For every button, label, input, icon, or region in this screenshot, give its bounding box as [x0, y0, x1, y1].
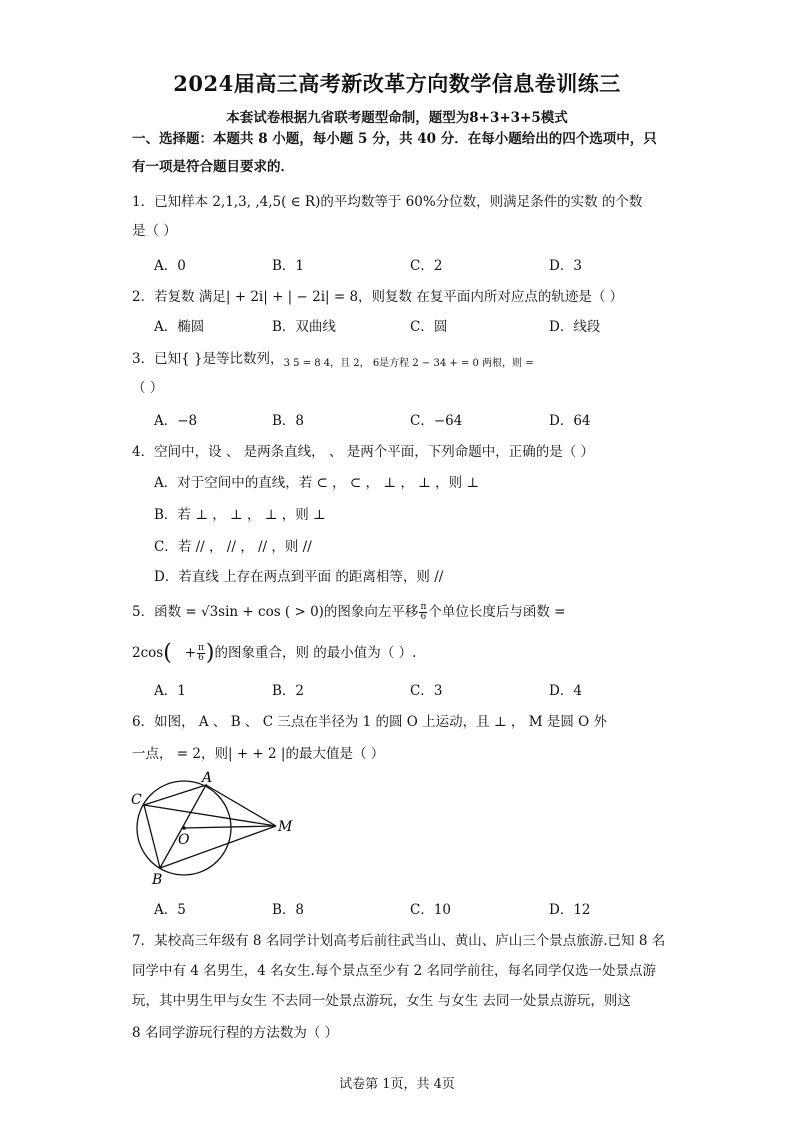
q6-option-d: D．12 — [549, 902, 591, 918]
page-subtitle: 本套试卷根据九省联考题型命制，题型为8+3+3+5模式 — [226, 110, 568, 126]
label-o: O — [178, 832, 190, 848]
label-m: M — [278, 819, 293, 835]
q3-option-d: D．64 — [549, 413, 591, 429]
q3-stem-line1 — [132, 350, 534, 373]
q5-option-c: C．3 — [410, 683, 443, 699]
segment-cm — [144, 805, 276, 826]
page-footer: 试卷第 1页，共 4页 — [339, 1077, 455, 1092]
q2-option-b: B．双曲线 — [272, 319, 336, 335]
q2-stem-line1: 2．若复数 满足| + 2i| + | − 2i| = 8，则复数 在复平面内所对应点的轨迹是（ ） — [132, 289, 624, 305]
q2-option-c: C．圆 — [410, 319, 448, 335]
q5-stem-line2-c: 的图象重合，则 的最小值为（ ）. — [214, 645, 417, 661]
q5-option-b: B．2 — [272, 683, 305, 699]
q5-stem-line1 — [132, 603, 565, 622]
q1-option-c: C．2 — [410, 258, 443, 274]
q6-figure — [128, 770, 303, 890]
q5-stem-line1-a: 5．函数 = √3sin + cos ( > 0)的图象向左平移 — [132, 604, 419, 620]
q6-option-a: A．5 — [154, 902, 186, 918]
q5-stem-line2: 2cos( + $\frac{\pi}{6}$ )的图象重合，则 的最小值为（ ）. — [132, 640, 417, 666]
segment-om — [184, 826, 276, 828]
q5-stem-line1-b: 个单位长度后与函数 = — [428, 604, 566, 620]
q7-stem-line2: 同学中有 4 名男生，4 名女生.每个景点至少有 2 名同学前往，每名同学仅选一处景点游 — [132, 963, 657, 979]
q6-stem-line2: 一点， = 2，则| + + 2 |的最大值是（ ） — [132, 746, 385, 762]
section-heading-line1: 一、选择题：本题共 8 小题，每小题 5 分，共 40 分．在每小题给出的四个选项中，只 — [132, 131, 657, 147]
q3-option-b: B．8 — [272, 413, 305, 429]
q7-stem-line3: 玩，其中男生甲与女生 不去同一处景点游玩，女生 与女生 去同一处景点游玩，则这 — [132, 993, 631, 1009]
section-heading-line2: 有一项是符合题目要求的． — [132, 159, 294, 175]
label-a: A — [202, 770, 213, 786]
page-title: 2024届高三高考新改革方向数学信息卷训练三 — [173, 71, 621, 96]
q4-option-d: D．若直线 上存在两点到平面 的距离相等，则 // — [154, 569, 444, 585]
q3-stem-line1-b: 3 5 = 8 4，且 2， 6是方程 2 − 34 + = 0 两根，则 = — [283, 358, 534, 369]
q4-stem-line1: 4．空间中，设 、 是两条直线， 、 是两个平面，下列命题中，正确的是（ ） — [132, 444, 595, 460]
q7-stem-line4: 8 名同学游玩行程的方法数为（ ） — [132, 1025, 339, 1041]
q3-stem-line2: （ ） — [132, 380, 164, 396]
label-c: C — [131, 792, 142, 808]
q2-option-d: D．线段 — [549, 319, 601, 335]
q5-fraction: $\frac{\pi}{6}$ — [420, 602, 427, 622]
q6-stem-line1: 6．如图， A 、 B 、 C 三点在半径为 1 的圆 O 上运动，且 ⊥ ， M 是圆 O 外 — [132, 714, 607, 730]
q4-option-b: B．若 ⊥ ， ⊥ ， ⊥ ，则 ⊥ — [154, 507, 326, 523]
q2-option-a: A．椭圆 — [154, 319, 205, 335]
q7-stem-line1: 7．某校高三年级有 8 名同学计划高考后前往武当山、黄山、庐山三个景点旅游.已知 8 名 — [132, 933, 666, 949]
q5-stem-line2-a: 2cos — [132, 645, 164, 661]
q5-option-a: A．1 — [154, 683, 186, 699]
q3-option-c: C．−64 — [410, 413, 463, 429]
q6-option-b: B．8 — [272, 902, 305, 918]
q5-stem-line2-b: + — [184, 645, 196, 661]
q3-stem-line1-a: 3．已知{ }是等比数列， — [132, 351, 284, 367]
q3-option-a: A．−8 — [154, 413, 198, 429]
q1-stem-line2: 是（ ） — [132, 223, 177, 239]
q5-fraction-2: $\frac{\pi}{6}$ — [198, 643, 204, 663]
q1-option-b: B．1 — [272, 258, 305, 274]
q1-stem-line1: 1．已知样本 2,1,3, ,4,5( ∈ R)的平均数等于 60%分位数，则满足条件的实数 的个数 — [132, 194, 643, 210]
q1-option-a: A．0 — [154, 258, 186, 274]
label-b: B — [152, 872, 163, 888]
q6-option-c: C．10 — [410, 902, 452, 918]
q4-option-a: A．对于空间中的直线，若 ⊂ ， ⊂ ， ⊥ ， ⊥ ，则 ⊥ — [154, 475, 480, 491]
q5-option-d: D．4 — [549, 683, 582, 699]
q1-option-d: D．3 — [549, 258, 582, 274]
q4-option-c: C．若 // ， // ， // ，则 // — [154, 539, 312, 555]
center-point — [182, 826, 186, 830]
triangle-abc — [144, 785, 206, 868]
